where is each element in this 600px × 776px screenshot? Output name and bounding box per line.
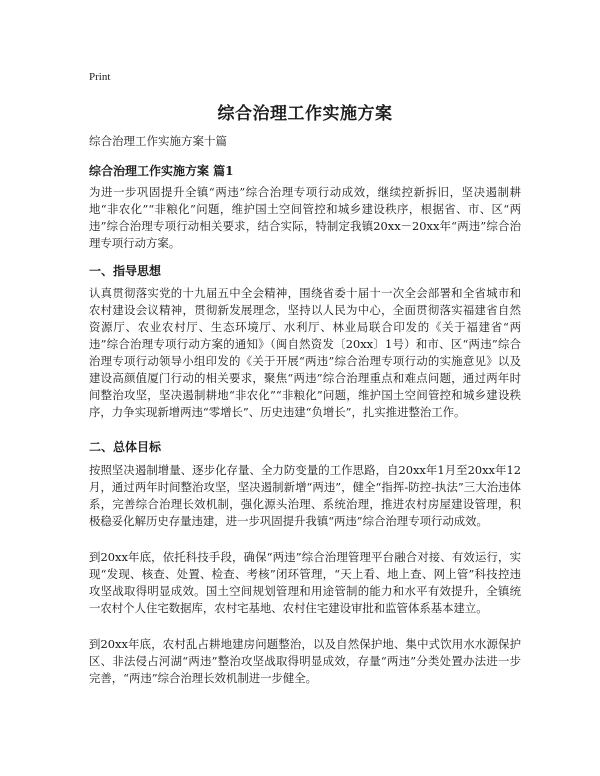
- section-guiding-ideology-body: 认真贯彻落实党的十九届五中全会精神，围绕省委十届十一次全会部署和全省城市和农村建设会议精神，贯彻新发展理念，坚持以人民为中心，全面贯彻落实福建省自然资源厅、农业农村厅、生态环境厅、水利厅、林业局联合印发的《关于福建省“两违”综合治理专项行动方案的通知》（闽自然资发〔20xx〕1号）和市、区“两违”综合治理专项行动领导小组印发的《关于开展“两违”综合治理专项行动的实施意见》以及建设高颜值厦门行动的相关要求，聚焦“两违”综合治理重点和难点问题，通过两年时间整治攻坚，坚决遏制耕地“非农化”“非粮化”问题，维护国土空间管控和城乡建设秩序，力争实现新增两违“零增长”、历史违建“负增长”，扎实推进整治工作。: [89, 286, 521, 419]
- document-title: 综合治理工作实施方案: [217, 104, 393, 124]
- document-subtitle: 综合治理工作实施方案十篇: [89, 134, 227, 148]
- print-link[interactable]: Print: [89, 71, 111, 83]
- section-overall-goals-paragraph-3: 到20xx年底，农村乱占耕地建房问题整治，以及自然保护地、集中式饮用水水源保护区、非法侵占河湖“两违”整治攻坚战取得明显成效，存量“两违”分类处置办法进一步完善，“两违”综合治理长效机制进一步健全。: [89, 637, 521, 685]
- section-heading-overall-goals: 二、总体目标: [89, 440, 162, 454]
- article-heading: 综合治理工作实施方案 篇1: [89, 164, 234, 178]
- section-overall-goals-paragraph-2: 到20xx年底，依托科技手段，确保“两违”综合治理管理平台融合对接、有效运行，实现“发现、核查、处置、检查、考核”闭环管理，“天上看、地上查、网上管”科技控违攻坚战取得明显成效。国土空间规划管理和用途管制的能力和水平有效提升，全镇统一农村个人住宅数据库，农村宅基地、农村住宅建设审批和监管体系基本建立。: [89, 550, 521, 615]
- section-overall-goals-paragraph-1: 按照坚决遏制增量、逐步化存量、全力防变量的工作思路，自20xx年1月至20xx年12月，通过两年时间整治攻坚，坚决遏制新增“两违”，健全“指挥-防控-执法”三大治违体系，完善综合治理长效机制，强化源头治理、系统治理，推进农村房屋建设管理，积极稳妥化解历史存量违建，进一步巩固提升我镇“两违”综合治理专项行动成效。: [89, 463, 521, 528]
- section-heading-guiding-ideology: 一、指导思想: [89, 264, 162, 278]
- intro-paragraph: 为进一步巩固提升全镇“两违”综合治理专项行动成效，继续控新拆旧，坚决遏制耕地“非农化”“非粮化”问题，维护国土空间管控和城乡建设秩序，根据省、市、区“两违”综合治理专项行动相关要求，结合实际，特制定我镇20xx－20xx年“两违”综合治理专项行动方案。: [89, 185, 521, 250]
